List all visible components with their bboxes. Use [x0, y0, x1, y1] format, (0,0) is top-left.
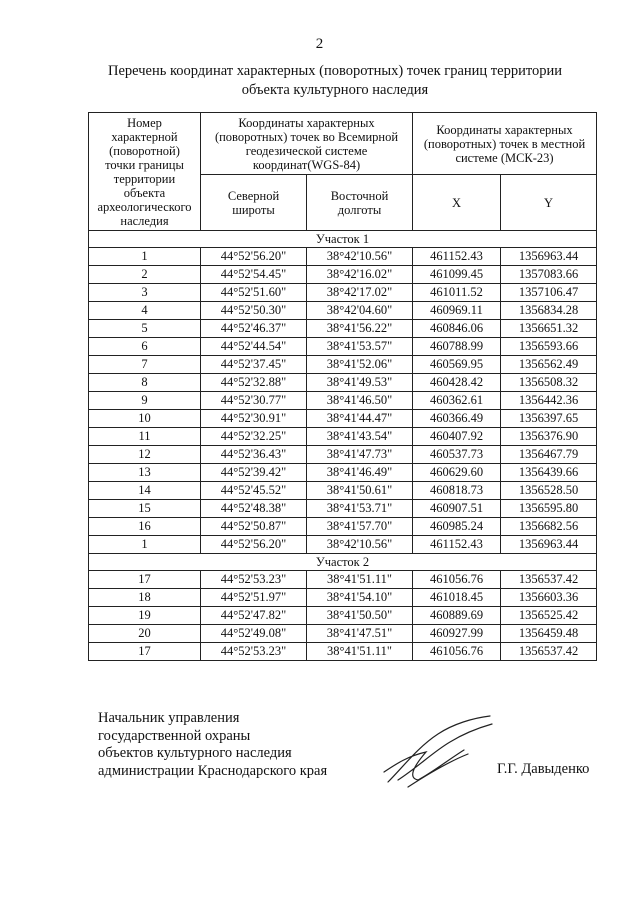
cell-longitude: 38°41'52.06": [307, 356, 413, 374]
cell-x: 460985.24: [413, 518, 501, 536]
signatory-title: [98, 710, 358, 780]
table-row: [89, 446, 597, 464]
cell-latitude: 44°52'51.60": [201, 284, 307, 302]
cell-x: 460366.49: [413, 410, 501, 428]
table-row: [89, 338, 597, 356]
cell-point-number: 17: [89, 643, 201, 661]
cell-latitude: 44°52'39.42": [201, 464, 307, 482]
header-x: X: [413, 175, 501, 231]
cell-point-number: 1: [89, 536, 201, 554]
cell-point-number: 10: [89, 410, 201, 428]
header-point-number: Номер характерной (поворотной) точки границы территории объекта археологического наследия: [89, 113, 201, 231]
cell-x: 461056.76: [413, 571, 501, 589]
cell-point-number: 8: [89, 374, 201, 392]
table-row: [89, 284, 597, 302]
cell-latitude: 44°52'50.30": [201, 302, 307, 320]
cell-longitude: 38°41'47.73": [307, 446, 413, 464]
cell-y: 1356397.65: [501, 410, 597, 428]
table-row: [89, 266, 597, 284]
table-row: [89, 320, 597, 338]
cell-latitude: 44°52'53.23": [201, 643, 307, 661]
cell-x: 461018.45: [413, 589, 501, 607]
table-row: [89, 464, 597, 482]
header-latitude: Северной широты: [201, 175, 307, 231]
header-msk23-group: Координаты характерных (поворотных) точек в местной системе (МСК-23): [413, 113, 597, 175]
cell-x: 460846.06: [413, 320, 501, 338]
cell-point-number: 9: [89, 392, 201, 410]
cell-point-number: 1: [89, 248, 201, 266]
cell-y: 1356537.42: [501, 571, 597, 589]
signatory-title-line: государственной охраны: [98, 727, 251, 744]
cell-point-number: 19: [89, 607, 201, 625]
cell-latitude: 44°52'53.23": [201, 571, 307, 589]
cell-y: 1356442.36: [501, 392, 597, 410]
cell-y: 1356834.28: [501, 302, 597, 320]
section-label: Участок 2: [89, 554, 597, 571]
table-row: [89, 625, 597, 643]
cell-point-number: 12: [89, 446, 201, 464]
cell-x: 460362.61: [413, 392, 501, 410]
cell-x: 460927.99: [413, 625, 501, 643]
cell-y: 1356459.48: [501, 625, 597, 643]
page-number: 2: [315, 36, 324, 52]
title-line-2: объекта культурного наследия: [241, 82, 429, 98]
cell-latitude: 44°52'32.25": [201, 428, 307, 446]
table-row: [89, 302, 597, 320]
cell-latitude: 44°52'45.52": [201, 482, 307, 500]
cell-x: 461011.52: [413, 284, 501, 302]
cell-longitude: 38°41'50.61": [307, 482, 413, 500]
table-row: [89, 643, 597, 661]
cell-longitude: 38°41'50.50": [307, 607, 413, 625]
header-longitude: Восточной долготы: [307, 175, 413, 231]
coordinates-table: [88, 112, 597, 661]
signatory-name: Г.Г. Давыденко: [497, 761, 590, 777]
cell-latitude: 44°52'36.43": [201, 446, 307, 464]
table-row: [89, 374, 597, 392]
signatory-title-line: объектов культурного наследия: [98, 745, 292, 761]
cell-y: 1356376.90: [501, 428, 597, 446]
cell-y: 1356439.66: [501, 464, 597, 482]
cell-longitude: 38°41'49.53": [307, 374, 413, 392]
cell-point-number: 16: [89, 518, 201, 536]
cell-longitude: 38°41'46.49": [307, 464, 413, 482]
section-header-row: [89, 554, 597, 571]
cell-y: 1356528.50: [501, 482, 597, 500]
cell-longitude: 38°41'44.47": [307, 410, 413, 428]
cell-y: 1356508.32: [501, 374, 597, 392]
cell-point-number: 3: [89, 284, 201, 302]
cell-latitude: 44°52'32.88": [201, 374, 307, 392]
cell-longitude: 38°41'43.54": [307, 428, 413, 446]
cell-point-number: 14: [89, 482, 201, 500]
cell-longitude: 38°41'51.11": [307, 643, 413, 661]
cell-y: 1356593.66: [501, 338, 597, 356]
cell-y: 1357083.66: [501, 266, 597, 284]
cell-longitude: 38°41'56.22": [307, 320, 413, 338]
cell-point-number: 18: [89, 589, 201, 607]
cell-latitude: 44°52'49.08": [201, 625, 307, 643]
title-line-1: Перечень координат характерных (поворотных) точек границ территории: [107, 63, 563, 79]
header-y: Y: [501, 175, 597, 231]
table-row: [89, 410, 597, 428]
cell-x: 460629.60: [413, 464, 501, 482]
table-row: [89, 248, 597, 266]
table-row: [89, 589, 597, 607]
cell-point-number: 20: [89, 625, 201, 643]
table-row: [89, 500, 597, 518]
cell-x: 461056.76: [413, 643, 501, 661]
table-row: [89, 571, 597, 589]
table-row: [89, 607, 597, 625]
cell-latitude: 44°52'54.45": [201, 266, 307, 284]
table-row: [89, 482, 597, 500]
cell-y: 1356562.49: [501, 356, 597, 374]
cell-latitude: 44°52'50.87": [201, 518, 307, 536]
cell-latitude: 44°52'37.45": [201, 356, 307, 374]
cell-x: 460537.73: [413, 446, 501, 464]
table-row: [89, 356, 597, 374]
cell-longitude: 38°41'57.70": [307, 518, 413, 536]
signatory-title-line: администрации Краснодарского края: [98, 762, 328, 779]
cell-x: 460788.99: [413, 338, 501, 356]
cell-y: 1356963.44: [501, 536, 597, 554]
cell-point-number: 15: [89, 500, 201, 518]
cell-latitude: 44°52'46.37": [201, 320, 307, 338]
cell-longitude: 38°41'54.10": [307, 589, 413, 607]
cell-longitude: 38°42'10.56": [307, 248, 413, 266]
cell-y: 1356525.42: [501, 607, 597, 625]
cell-latitude: 44°52'48.38": [201, 500, 307, 518]
signatory-title-line: Начальник управления: [98, 710, 240, 726]
cell-longitude: 38°42'10.56": [307, 536, 413, 554]
cell-longitude: 38°41'53.71": [307, 500, 413, 518]
cell-x: 460969.11: [413, 302, 501, 320]
cell-x: 461152.43: [413, 248, 501, 266]
document-title: [60, 62, 610, 100]
cell-x: 460889.69: [413, 607, 501, 625]
cell-y: 1356537.42: [501, 643, 597, 661]
table-body: [89, 231, 597, 661]
table-row: [89, 518, 597, 536]
cell-longitude: 38°41'46.50": [307, 392, 413, 410]
table-row: [89, 392, 597, 410]
cell-y: 1356595.80: [501, 500, 597, 518]
table-header: [89, 113, 597, 231]
cell-point-number: 7: [89, 356, 201, 374]
cell-y: 1357106.47: [501, 284, 597, 302]
cell-longitude: 38°41'47.51": [307, 625, 413, 643]
cell-latitude: 44°52'51.97": [201, 589, 307, 607]
cell-latitude: 44°52'47.82": [201, 607, 307, 625]
cell-x: 461152.43: [413, 536, 501, 554]
cell-y: 1356682.56: [501, 518, 597, 536]
cell-point-number: 11: [89, 428, 201, 446]
cell-y: 1356467.79: [501, 446, 597, 464]
section-label: Участок 1: [89, 231, 597, 248]
handwritten-signature: [378, 712, 498, 792]
cell-point-number: 5: [89, 320, 201, 338]
cell-latitude: 44°52'56.20": [201, 536, 307, 554]
cell-x: 460407.92: [413, 428, 501, 446]
table-row: [89, 428, 597, 446]
cell-longitude: 38°41'51.11": [307, 571, 413, 589]
cell-latitude: 44°52'56.20": [201, 248, 307, 266]
cell-y: 1356651.32: [501, 320, 597, 338]
cell-x: 460907.51: [413, 500, 501, 518]
section-header-row: [89, 231, 597, 248]
cell-longitude: 38°42'16.02": [307, 266, 413, 284]
cell-x: 460569.95: [413, 356, 501, 374]
cell-x: 461099.45: [413, 266, 501, 284]
cell-longitude: 38°42'17.02": [307, 284, 413, 302]
cell-y: 1356603.36: [501, 589, 597, 607]
header-wgs84-group: Координаты характерных (поворотных) точек во Всемирной геодезической системе координат(WGS-84): [201, 113, 413, 175]
cell-point-number: 2: [89, 266, 201, 284]
cell-x: 460818.73: [413, 482, 501, 500]
cell-latitude: 44°52'44.54": [201, 338, 307, 356]
cell-x: 460428.42: [413, 374, 501, 392]
cell-point-number: 6: [89, 338, 201, 356]
cell-point-number: 4: [89, 302, 201, 320]
table-row: [89, 536, 597, 554]
cell-latitude: 44°52'30.91": [201, 410, 307, 428]
cell-latitude: 44°52'30.77": [201, 392, 307, 410]
cell-y: 1356963.44: [501, 248, 597, 266]
cell-longitude: 38°42'04.60": [307, 302, 413, 320]
cell-point-number: 17: [89, 571, 201, 589]
cell-longitude: 38°41'53.57": [307, 338, 413, 356]
cell-point-number: 13: [89, 464, 201, 482]
